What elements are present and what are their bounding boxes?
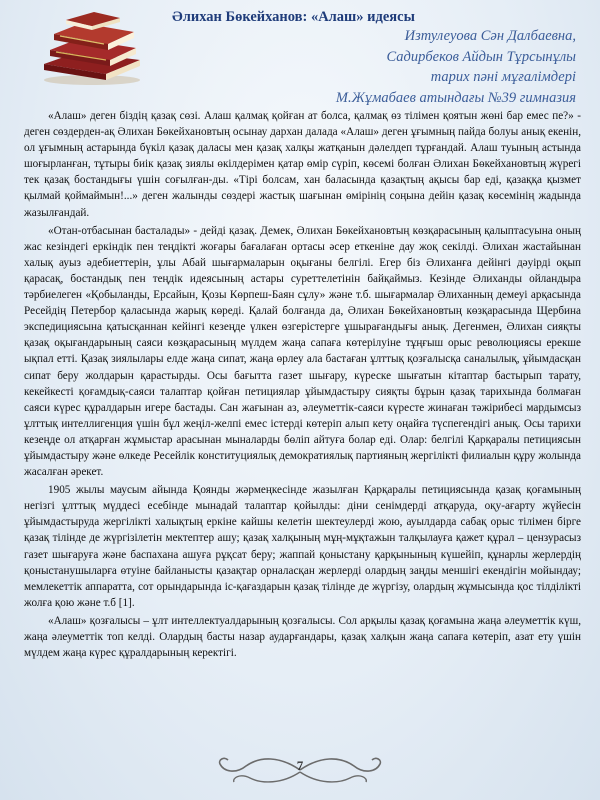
author-block	[216, 26, 576, 108]
paragraph: «Отан-отбасынан басталады» - дейді қазақ. Демек, Әлихан Бөкейхановтың көзқарасының қалыптасуына оның жас кезіндегі еркіндік пен теңдікті жоғары бағалаған ортасы әсер еткеніне дау жоқ секілді. Әлихан жастайынан халық ауыз әдебиеттерін, ұлы Абай шығармаларын оқығаны белгілі. Егер біз Әлиханға дейінгі дәуірді оқып қарасақ, бостандық пен теңдік идеясының астары суреттелетінін байқаймыз. Кезінде Әлиханды ойландыра тәрбиелеген «Қобыланды, Ерсайын, Қозы Көрпеш-Баян сұлу» және т.б. шығармалар Әлиханның демеуі арқасында Ресейдің Петербор қаласында жарық көреді. Қалай болғанда да, Әлихан Бөкейхановтың көзқарасында Щербина экспедициясына қатысқаннан кейінгі кезеңде үлкен өзгерістерге ұшырағандығы анық. Дегенмен, Әлихан сияқты қазақ оқығандарының саяси көзқарасының мүлдем жаңа сапаға көтерілуіне тұңғыш орыс революциясы ерекше ықпал етті. Қазақ зиялылары елде жаңа сипат, жаңа өрлеу ала бастаған ұлттық қозғалысқа саналылық, ұйымдасқан сипат беру жолдарын қарастырды. Осы бағытта газет шығару, күреске шығатын кітаптар бастырып тарату, кекейкесті қоғамдық-саяси талаптар қойған петициялар ұйымдастыру сияқты бұрын қазақ тарихында болмаған саяси күрес құралдарын игере бастады. Сан жағынан аз, әлеуметтік-саяси күресте жинаған тәжірибесі мардымсыз ұлттық интеллигенция үшін бұл жеңіл-желпі емес істерді көтеріп алып кету оңайға түспегендігі анық. Осы тарихи кезеңде ол атқарған жұмыстар арасынан мыналарды бөліп айтуға болар еді. Олар: белгілі Қарқаралы петициясын ұйымдастыру және өлкеде Ресейлік конституциялық демократиялық партияның жергілікті филиалын құру жолында жасалған әрекет.	[24, 224, 581, 479]
paragraph: 1905 жылы маусым айында Қоянды жәрмеңкесінде жазылған Қарқаралы петициясында қазақ қоғамының негізгі ұлттық мүддесі есебінде мынадай талаптар қойылды: діни сенімдерді атқаруда, оқу-ағарту жүйесін ұйымдастыруда жергілікті халықтың еркіне кайшы келетін шектеулерді жою, ауылдарда сабақ орыс тілімен бірге қазақ тілінде де жүргізілетін мектептер ашу; қазақ халқының мұң-мұқтажын талқылауға қажет құрал – цензурасыз газет шығаруға және баспахана ашуға рұқсат беру; жаппай қоныстану қарқынының күшейіп, құнарлы жерлердің қоныстанушыларға өтуіне байланысты қазақтар орналасқан жерлерді олардың заңды меншігі екендігін мойындау; мемлекеттік аппаратта, сот орындарында іс-қағаздарын қазақ тілінде де жүргізу, олардың жұмысында қос тілділікті жолға қою және т.б [1].	[24, 484, 581, 609]
author-school: М.Жұмабаев атындағы №39 гимназия	[335, 89, 576, 106]
author-line: Изтулеуова Сән Далбаевна,	[404, 28, 576, 44]
article-body	[24, 108, 581, 663]
page-number: 7	[296, 758, 304, 773]
article-title: Әлихан Бөкейханов: «Алаш» идеясы	[172, 9, 415, 25]
paragraph: «Алаш» қозғалысы – ұлт интеллектуалдарының қозғалысы. Сол арқылы қазақ қоғамына жаңа әлеуметтік күш, жаңа әлеуметтік топ келді. Олардың басты назар аударғандары, қазақ халқын жаңа сапаға көтеріп, азат ету үшін мүлдем жаңа күрес құралдарының керектігі.	[24, 614, 581, 660]
books-stack-icon	[36, 8, 148, 86]
author-role: тарих пәні мұғалімдері	[430, 69, 576, 85]
paragraph: «Алаш» деген біздің қазақ сөзі. Алаш қалмақ қойған ат болса, қалмақ өз тілімен қоятын жөні бар емес пе?» - деген сөздерден-ақ Әлихан Бөкейхановтың осынау дархан далада «Алаш» деген ұғымның пайда болуы анық екенін, ол ұғымның астарында бүкіл қазақ даласы мен қазақ халқы жатқанын дәлелдеп тұрғандай. Алаш туының астында шоғырланған, тұтыры биік қазақ зиялы өкілдерімен қатар өмір сүріп, көсемі болған Әлихан Бөкейхановтың жүрегі тек қазақ бостандығы үшін соғылған-ды. «Тірі болсам, хан баласында қазақтың ақысы бар еді, қазаққа қызмет қылмай қоймаймын!...» деген жалынды сөздері жастық шағынан өмірінің соңына дейін қазақ көсемінің жадында жазылғандай.	[24, 110, 581, 219]
page-footer	[210, 752, 390, 788]
author-line: Садирбеков Айдын Тұрсынұлы	[386, 48, 576, 65]
